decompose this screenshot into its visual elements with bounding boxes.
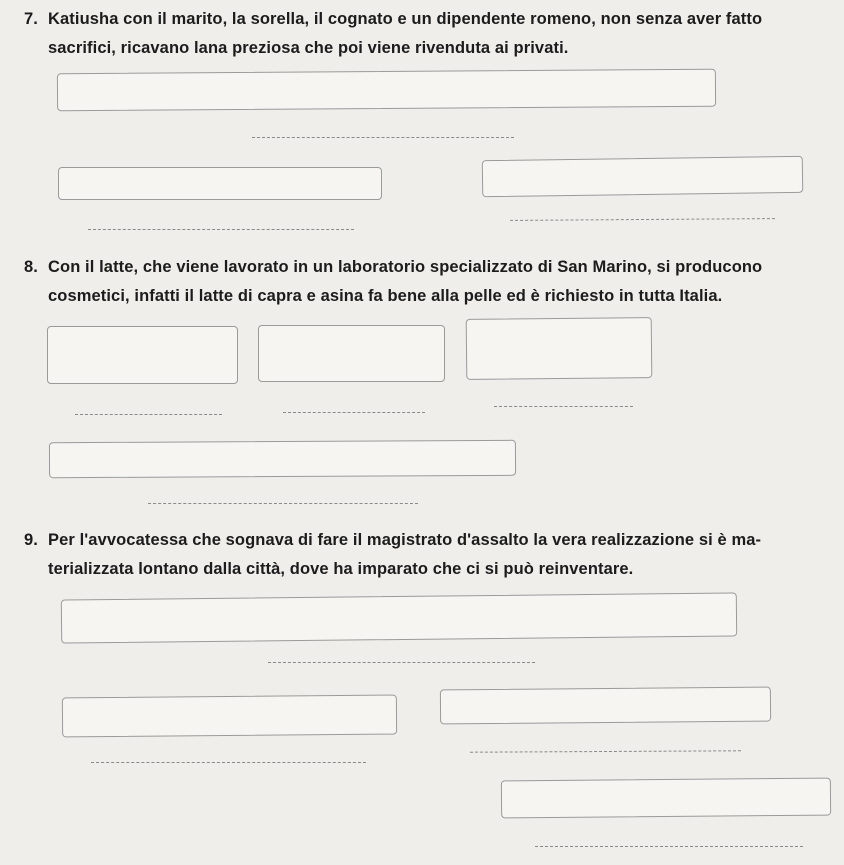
answer-line-q7-right xyxy=(510,218,775,221)
question-text-line-2: cosmetici, infatti il latte di capra e asina fa bene alla pelle ed è richiesto in tutta Italia. xyxy=(48,287,723,305)
question-text-line-2: sacrifici, ricavano lana preziosa che poi viene rivenduta ai privati. xyxy=(48,39,569,57)
question-number: 7. xyxy=(24,10,38,28)
answer-box-q9-right[interactable] xyxy=(440,687,771,725)
answer-box-q7-main[interactable] xyxy=(57,69,716,112)
question-text-line-1: Per l'avvocatessa che sognava di fare il magistrato d'assalto la vera realizzazione si è ma- xyxy=(48,531,762,549)
answer-line-q8-1 xyxy=(75,414,222,415)
answer-line-q9-main xyxy=(268,662,535,663)
answer-line-q7-left xyxy=(88,229,354,230)
answer-line-q9-left xyxy=(91,762,366,763)
question-9 xyxy=(24,526,820,584)
answer-line-q9-right xyxy=(470,750,741,752)
answer-line-q8-4 xyxy=(148,503,418,504)
answer-box-q9-left[interactable] xyxy=(62,695,397,738)
question-number: 9. xyxy=(24,531,38,549)
answer-box-q9-bottom[interactable] xyxy=(501,778,831,819)
question-7 xyxy=(24,5,820,63)
answer-box-q7-left[interactable] xyxy=(58,167,382,200)
question-text-line-1: Katiusha con il marito, la sorella, il cognato e un dipendente romeno, non senza aver fatto xyxy=(48,10,763,28)
answer-box-q8-2[interactable] xyxy=(258,325,445,382)
answer-line-q7-main xyxy=(252,137,514,138)
answer-line-q8-2 xyxy=(283,412,425,413)
question-number: 8. xyxy=(24,258,38,276)
question-8 xyxy=(24,253,820,311)
question-text-line-1: Con il latte, che viene lavorato in un laboratorio specializzato di San Marino, si producono xyxy=(48,258,763,276)
answer-box-q7-right[interactable] xyxy=(482,156,803,197)
answer-line-q8-3 xyxy=(494,406,633,407)
answer-box-q8-3[interactable] xyxy=(466,317,653,380)
question-text-line-2: terializzata lontano dalla città, dove ha imparato che ci si può reinventare. xyxy=(48,560,634,578)
answer-box-q8-4[interactable] xyxy=(49,440,516,478)
answer-line-q9-bottom xyxy=(535,846,803,847)
answer-box-q8-1[interactable] xyxy=(47,326,238,384)
answer-box-q9-main[interactable] xyxy=(61,592,737,643)
